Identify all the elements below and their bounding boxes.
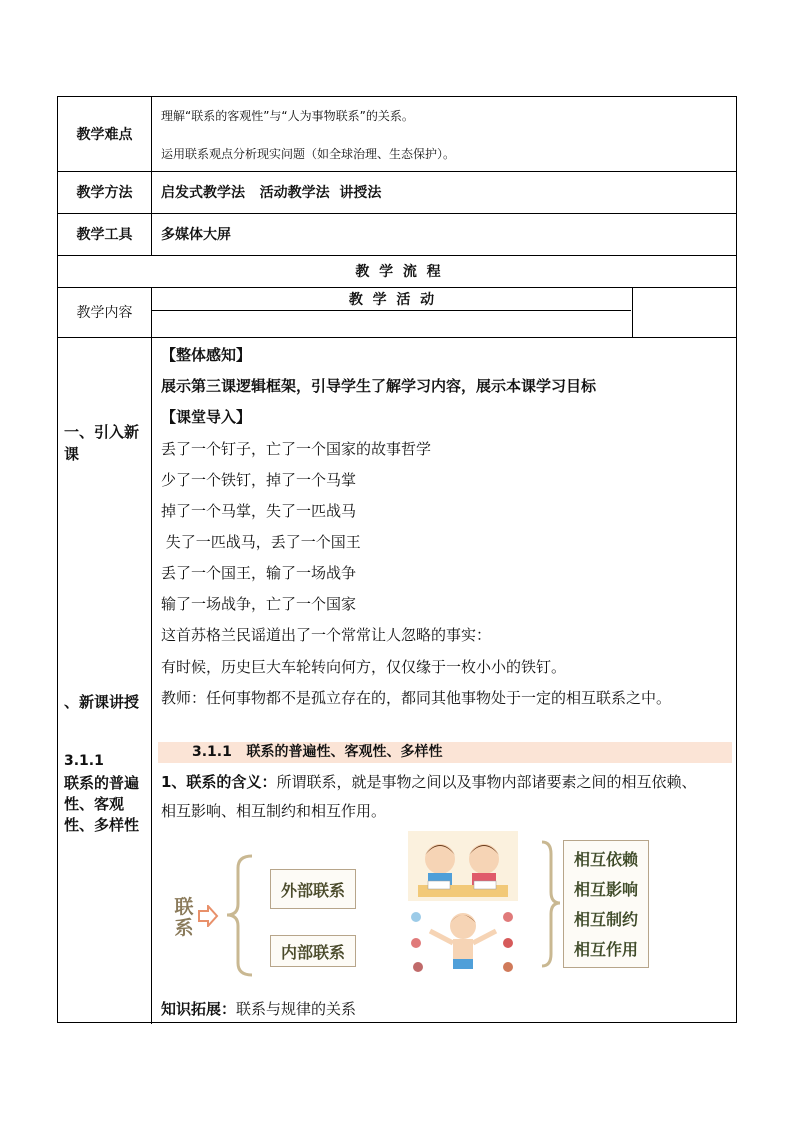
tools-label: 教学工具	[76, 227, 133, 243]
external-link-box	[270, 869, 356, 909]
relation-item-1: 相互依赖	[573, 850, 638, 869]
intro-heading: 【课堂导入】	[161, 408, 252, 426]
activity-title: 教 学 活 动	[348, 291, 435, 308]
poem-line-6: 输了一场战争，亡了一个国家	[161, 595, 357, 613]
relation-item-2: 相互影响	[573, 880, 638, 899]
difficulty-line-1: 理解“联系的客观性”与“人为事物联系”的关系。	[161, 109, 414, 123]
poem-line-5: 丢了一个国王，输了一场战争	[161, 564, 357, 582]
internal-link-box	[270, 935, 356, 967]
sub-title: 联系的普遍性、客观性、多样性	[64, 774, 140, 834]
note-line-2: 有时候，历史巨大车轮转向何方，仅仅缘于一枚小小的铁钉。	[161, 658, 567, 676]
definition-text: 所谓联系，就是事物之间以及事物内部诸要素之间的相互依赖、	[276, 773, 697, 791]
note-line-1: 这首苏格兰民谣道出了一个常常让人忽略的事实：	[161, 626, 492, 644]
left-brace-icon	[224, 854, 254, 977]
poem-line-3: 掉了一个马掌，失了一匹战马	[161, 502, 357, 520]
teacher-remark: 教师：任何事物都不是孤立存在的，都同其他事物处于一定的相互联系之中。	[161, 689, 672, 707]
overview-heading: 【整体感知】	[161, 346, 252, 364]
children-illustration	[408, 831, 518, 983]
lesson-plan-table	[57, 96, 737, 1023]
external-link-label: 外部联系	[280, 880, 345, 900]
extension-line	[161, 999, 356, 1019]
poem-line-2: 少了一个铁钉，掉了一个马掌	[161, 471, 357, 489]
extension-label: 知识拓展：	[161, 1000, 237, 1018]
extension-text: 联系与规律的关系	[236, 1000, 357, 1018]
definition-line-1	[161, 772, 696, 792]
arrow-right-icon	[197, 905, 219, 927]
poem-line-1: 丢了一个钉子，亡了一个国家的故事哲学	[161, 440, 432, 458]
method-value: 启发式教学法 活动教学法 讲授法	[161, 185, 382, 201]
section-new-lesson: 、新课讲授	[64, 693, 140, 711]
flow-title: 教 学 流 程	[355, 264, 441, 280]
right-brace-icon	[540, 840, 562, 968]
difficulty-label: 教学难点	[76, 127, 133, 143]
mutual-relations-box	[563, 840, 649, 968]
section-banner-text: 3.1.1 联系的普遍性、客观性、多样性	[192, 744, 443, 760]
section-banner	[158, 742, 732, 763]
poem-line-4: 失了一匹战马，丢了一个国王	[161, 533, 361, 551]
relation-item-4: 相互作用	[573, 940, 638, 959]
sub-num: 3.1.1	[64, 753, 104, 769]
diagram-center-label: 联系	[174, 896, 194, 939]
overview-text: 展示第三课逻辑框架，引导学生了解学习内容，展示本课学习目标	[161, 377, 597, 395]
definition-line-2: 相互影响、相互制约和相互作用。	[161, 802, 387, 820]
section-intro: 一、引入新课	[64, 423, 140, 463]
internal-link-label: 内部联系	[280, 942, 345, 962]
relation-item-3: 相互制约	[573, 910, 638, 929]
difficulty-line-2: 运用联系观点分析现实问题（如全球治理、生态保护）。	[161, 147, 456, 161]
content-label: 教学内容	[76, 305, 133, 321]
tools-value: 多媒体大屏	[161, 227, 231, 243]
method-label: 教学方法	[76, 185, 133, 201]
definition-label: 1、联系的含义：	[161, 773, 277, 791]
